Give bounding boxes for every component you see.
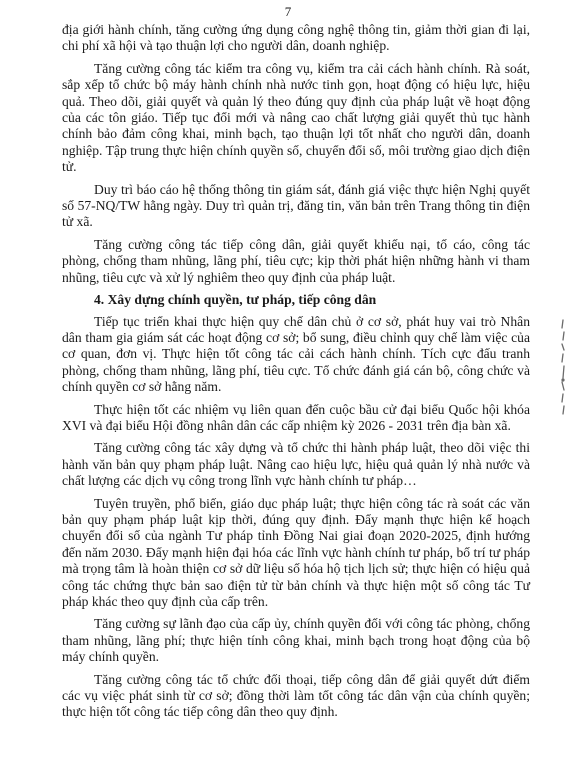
page-number: 7: [284, 4, 292, 19]
paragraph-dialogue: Tăng cường công tác tổ chức đối thoại, tiếp công dân để giải quyết dứt điểm các vụ việc phát sinh từ cơ sở; đồng thời làm tốt công tác dân vận của chính quyền; thực hiện tốt công tác tiếp công dân theo quy định.: [62, 671, 530, 720]
paragraph-continued: địa giới hành chính, tăng cường ứng dụng công nghệ thông tin, giảm thời gian đi lại, chi phí xã hội và tạo thuận lợi cho người dân, doanh nghiệp.: [62, 22, 530, 54]
paragraph-democracy: Tiếp tục triển khai thực hiện quy chế dân chủ ở cơ sở, phát huy vai trò Nhân dân tham gia giám sát các hoạt động cơ sở; bổ sung, điều chỉnh quy chế làm việc của cơ quan, đơn vị. Thực hiện tốt công tác cải cách hành chính. Tích cực đấu tranh phòng, chống tham nhũng, lãng phí, tiêu cực. Tổ chức đánh giá cán bộ, công chức và chính quyền cơ sở hằng năm.: [62, 313, 530, 395]
paragraph-monitoring: Duy trì báo cáo hệ thống thông tin giám sát, đánh giá việc thực hiện Nghị quyết số 57-NQ/TW hằng ngày. Duy trì quản trị, đăng tin, văn bản trên Trang thông tin điện tử xã.: [62, 181, 530, 230]
paragraph-election: Thực hiện tốt các nhiệm vụ liên quan đến cuộc bầu cử đại biểu Quốc hội khóa XVI và đại biểu Hội đồng nhân dân các cấp nhiệm kỳ 2026 - 2031 trên địa bàn xã.: [62, 401, 530, 433]
paragraph-citizen-reception: Tăng cường công tác tiếp công dân, giải quyết khiếu nại, tố cáo, công tác phòng, chống tham nhũng, lãng phí, tiêu cực; kịp thời phát hiện những hành vi tham nhũng, tiêu cực và xử lý nghiêm theo quy định của pháp luật.: [62, 236, 530, 285]
paragraph-inspection: Tăng cường công tác kiểm tra công vụ, kiểm tra cải cách hành chính. Rà soát, sắp xếp tổ chức bộ máy hành chính nhà nước tinh gọn, hoạt động có hiệu lực, hiệu quả. Theo dõi, giải quyết và quản lý theo đúng quy định của pháp luật về hoạt động của các tôn giáo. Tiếp tục đổi mới và nâng cao chất lượng giải quyết thủ tục hành chính bảo đảm công khai, minh bạch, tạo thuận lợi tốt nhất cho người dân, doanh nghiệp. Tập trung thực hiện chính quyền số, chuyển đổi số, môi trường giao dịch điện tử.: [62, 60, 530, 175]
section-heading: 4. Xây dựng chính quyền, tư pháp, tiếp công dân: [94, 292, 377, 308]
margin-stamp-mark: [556, 318, 570, 418]
paragraph-legal-education: Tuyên truyền, phổ biến, giáo dục pháp luật; thực hiện công tác rà soát các văn bản quy phạm pháp luật kịp thời, đúng quy định. Đẩy mạnh thực hiện kế hoạch chuyển đổi số của ngành Tư pháp tỉnh Đồng Nai giai đoạn 2020-2025, định hướng đến năm 2030. Đẩy mạnh hiện đại hóa các lĩnh vực hành chính tư pháp, bố trí tư pháp mà trọng tâm là hoàn thiện cơ sở dữ liệu số hóa hộ tịch lịch sử; thực hiện có hiệu quả công tác chứng thực bản sao điện tử từ bản chính và thực hiện một số công tác Tư pháp khác theo quy định của cấp trên.: [62, 495, 530, 609]
paragraph-law-enforcement: Tăng cường công tác xây dựng và tổ chức thi hành pháp luật, theo dõi việc thi hành văn bản quy phạm pháp luật. Nâng cao hiệu lực, hiệu quả quản lý nhà nước và chất lượng các dịch vụ công trong lĩnh vực hành chính tư pháp…: [62, 440, 530, 489]
paragraph-anti-corruption: Tăng cường sự lãnh đạo của cấp ủy, chính quyền đối với công tác phòng, chống tham nhũng, lãng phí; thực hiện tính công khai, minh bạch trong hoạt động của bộ máy chính quyền.: [62, 616, 530, 665]
document-body: [62, 22, 530, 727]
